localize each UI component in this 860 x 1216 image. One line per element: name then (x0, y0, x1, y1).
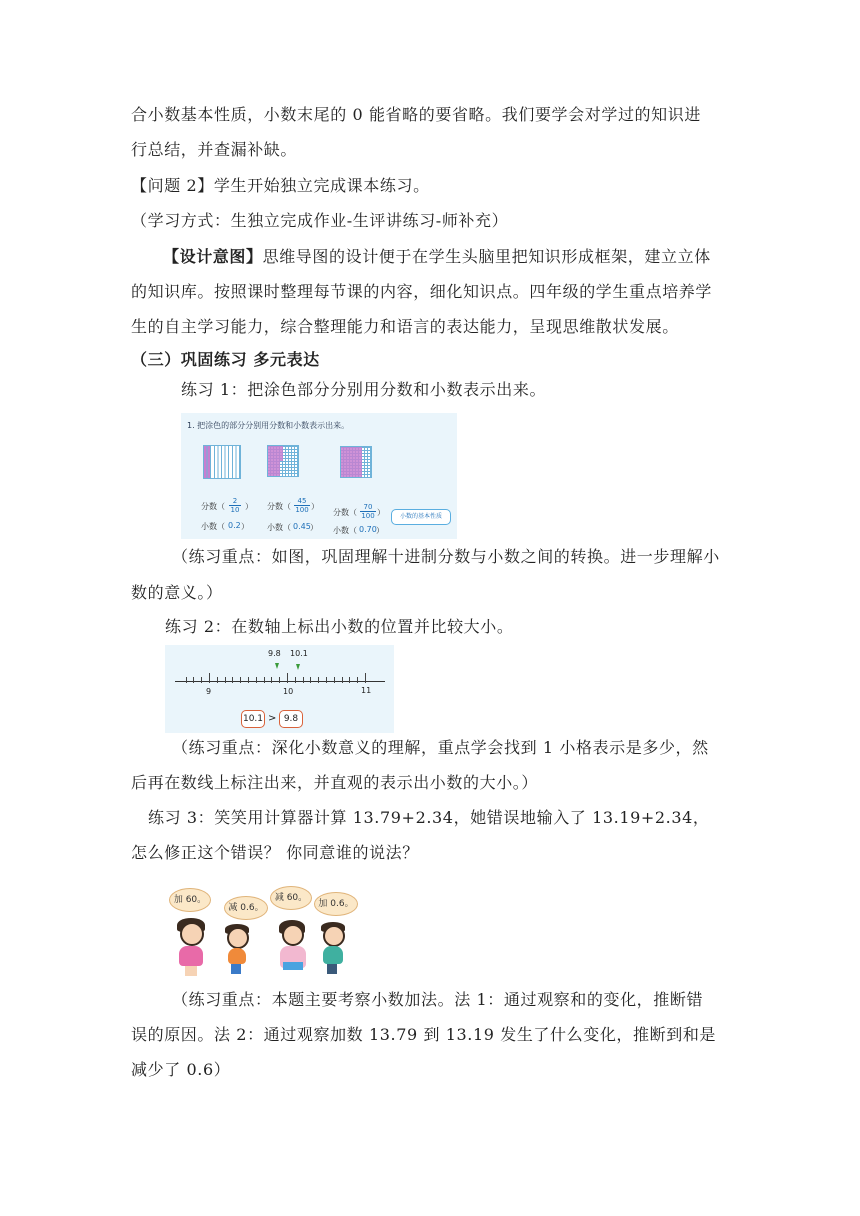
section-heading: （三）巩固练习 多元表达 (131, 350, 320, 369)
speech-bubble: 减 0.6。 (224, 896, 268, 920)
minor-tick (279, 677, 280, 683)
paren: ） (245, 502, 253, 511)
decimal-label: 小数（ (201, 522, 225, 531)
fraction-label: 分数（ (333, 508, 357, 517)
fraction-label: 分数（ (201, 502, 225, 511)
minor-tick (256, 677, 257, 683)
exercise-focus: （练习重点：本题主要考察小数加法。法 1：通过观察和的变化，推断错 (172, 990, 704, 1009)
marker-icon (296, 664, 300, 670)
axis-label: 9 (206, 687, 212, 696)
shaded-region (341, 447, 362, 477)
learning-method: （学习方式：生独立完成作业-生评讲练习-师补充） (131, 211, 509, 230)
exercise-title: 练习 3：笑笑用计算器计算 13.79+2.34，她错误地输入了 13.19+2.34， (148, 808, 710, 827)
shaded-region (268, 446, 280, 476)
paragraph-line: 的知识库。按照课时整理每节课的内容，细化知识点。四年级的学生重点培养学 (131, 282, 713, 301)
minor-tick (225, 677, 226, 683)
question-heading: 【问题 2】学生开始独立完成课本练习。 (131, 176, 430, 195)
callout-bubble: 小数的基本性质 (391, 509, 451, 525)
major-tick (287, 673, 288, 683)
exercise-focus: 后再在数线上标注出来，并直观的表示出小数的大小。） (131, 773, 539, 792)
paren: ） (241, 522, 249, 531)
minor-tick (232, 677, 233, 683)
hundredths-grid (267, 445, 299, 477)
exercise-focus: 减少了 0.6） (131, 1060, 231, 1079)
mark-label: 10.1 (290, 649, 308, 658)
minor-tick (349, 677, 350, 683)
minor-tick (217, 677, 218, 683)
exercise-focus: 数的意义。） (131, 583, 223, 602)
minor-tick (248, 677, 249, 683)
marker-icon (275, 663, 279, 669)
design-intent-text: 思维导图的设计便于在学生头脑里把知识形成框架，建立立体 (262, 247, 711, 266)
mark-label: 9.8 (268, 649, 281, 658)
axis-label: 10 (283, 687, 294, 696)
decimal-value: 0.70 (359, 525, 377, 534)
minor-tick (295, 677, 296, 683)
decimal-label: 小数（ (333, 526, 357, 535)
fraction-value: 70 100 (361, 503, 375, 520)
paren: ） (311, 502, 319, 511)
minor-tick (193, 677, 194, 683)
hundredths-grid (340, 446, 372, 478)
major-tick (209, 673, 210, 683)
compare-operator: > (268, 713, 277, 724)
decimal-label: 小数（ (267, 523, 291, 532)
minor-tick (326, 677, 327, 683)
speech-bubble: 加 60。 (169, 888, 211, 912)
fraction-value: 45 100 (295, 497, 309, 514)
paren: ） (376, 526, 384, 535)
paren: ） (310, 523, 318, 532)
minor-tick (240, 677, 241, 683)
minor-tick (303, 677, 304, 683)
paragraph-line: 合小数基本性质，小数末尾的 0 能省略的要省略。我们要学会对学过的知识进 (131, 105, 701, 124)
decimal-value: 0.2 (228, 521, 241, 530)
speech-bubble: 加 0.6。 (314, 892, 358, 916)
exercise-focus: 误的原因。法 2：通过观察加数 13.79 到 13.19 发生了什么变化，推断到和是 (131, 1025, 717, 1044)
minor-tick (342, 677, 343, 683)
paragraph-line: 生的自主学习能力，综合整理能力和语言的表达能力，呈现思维散状发展。 (131, 317, 679, 336)
fraction-value: 2 10 (230, 497, 240, 514)
exercise-focus: （练习重点：深化小数意义的理解，重点学会找到 1 小格表示是多少，然 (172, 738, 709, 757)
minor-tick (201, 677, 202, 683)
shaded-region (280, 446, 283, 461)
minor-tick (186, 677, 187, 683)
design-intent-tag: 【设计意图】 (163, 247, 263, 266)
exercise-title: 练习 1：把涂色部分分别用分数和小数表示出来。 (181, 380, 547, 399)
compare-left-box: 10.1 (241, 710, 265, 728)
minor-tick (271, 677, 272, 683)
exercise-title: 练习 2：在数轴上标出小数的位置并比较大小。 (165, 617, 514, 636)
exercise1-figure (181, 413, 457, 539)
figure-title: 1. 把涂色的部分分别用分数和小数表示出来。 (187, 421, 350, 430)
paren: ） (377, 508, 385, 517)
fraction-label: 分数（ (267, 502, 291, 511)
axis-label: 11 (361, 686, 372, 695)
exercise-title: 怎么修正这个错误？ 你同意谁的说法？ (131, 843, 419, 862)
compare-right-box: 9.8 (279, 710, 303, 728)
minor-tick (357, 677, 358, 683)
minor-tick (334, 677, 335, 683)
exercise3-illustration (165, 880, 361, 978)
speech-bubble: 减 60。 (270, 886, 312, 910)
design-intent-line (163, 247, 711, 267)
exercise-focus: （练习重点：如图，巩固理解十进制分数与小数之间的转换。进一步理解小 (172, 547, 720, 566)
minor-tick (264, 677, 265, 683)
major-tick (365, 673, 366, 683)
decimal-value: 0.45 (293, 522, 311, 531)
minor-tick (310, 677, 311, 683)
paragraph-line: 行总结，并查漏补缺。 (131, 140, 298, 159)
exercise2-number-line (165, 645, 394, 733)
tenths-grid (203, 445, 241, 479)
minor-tick (318, 677, 319, 683)
